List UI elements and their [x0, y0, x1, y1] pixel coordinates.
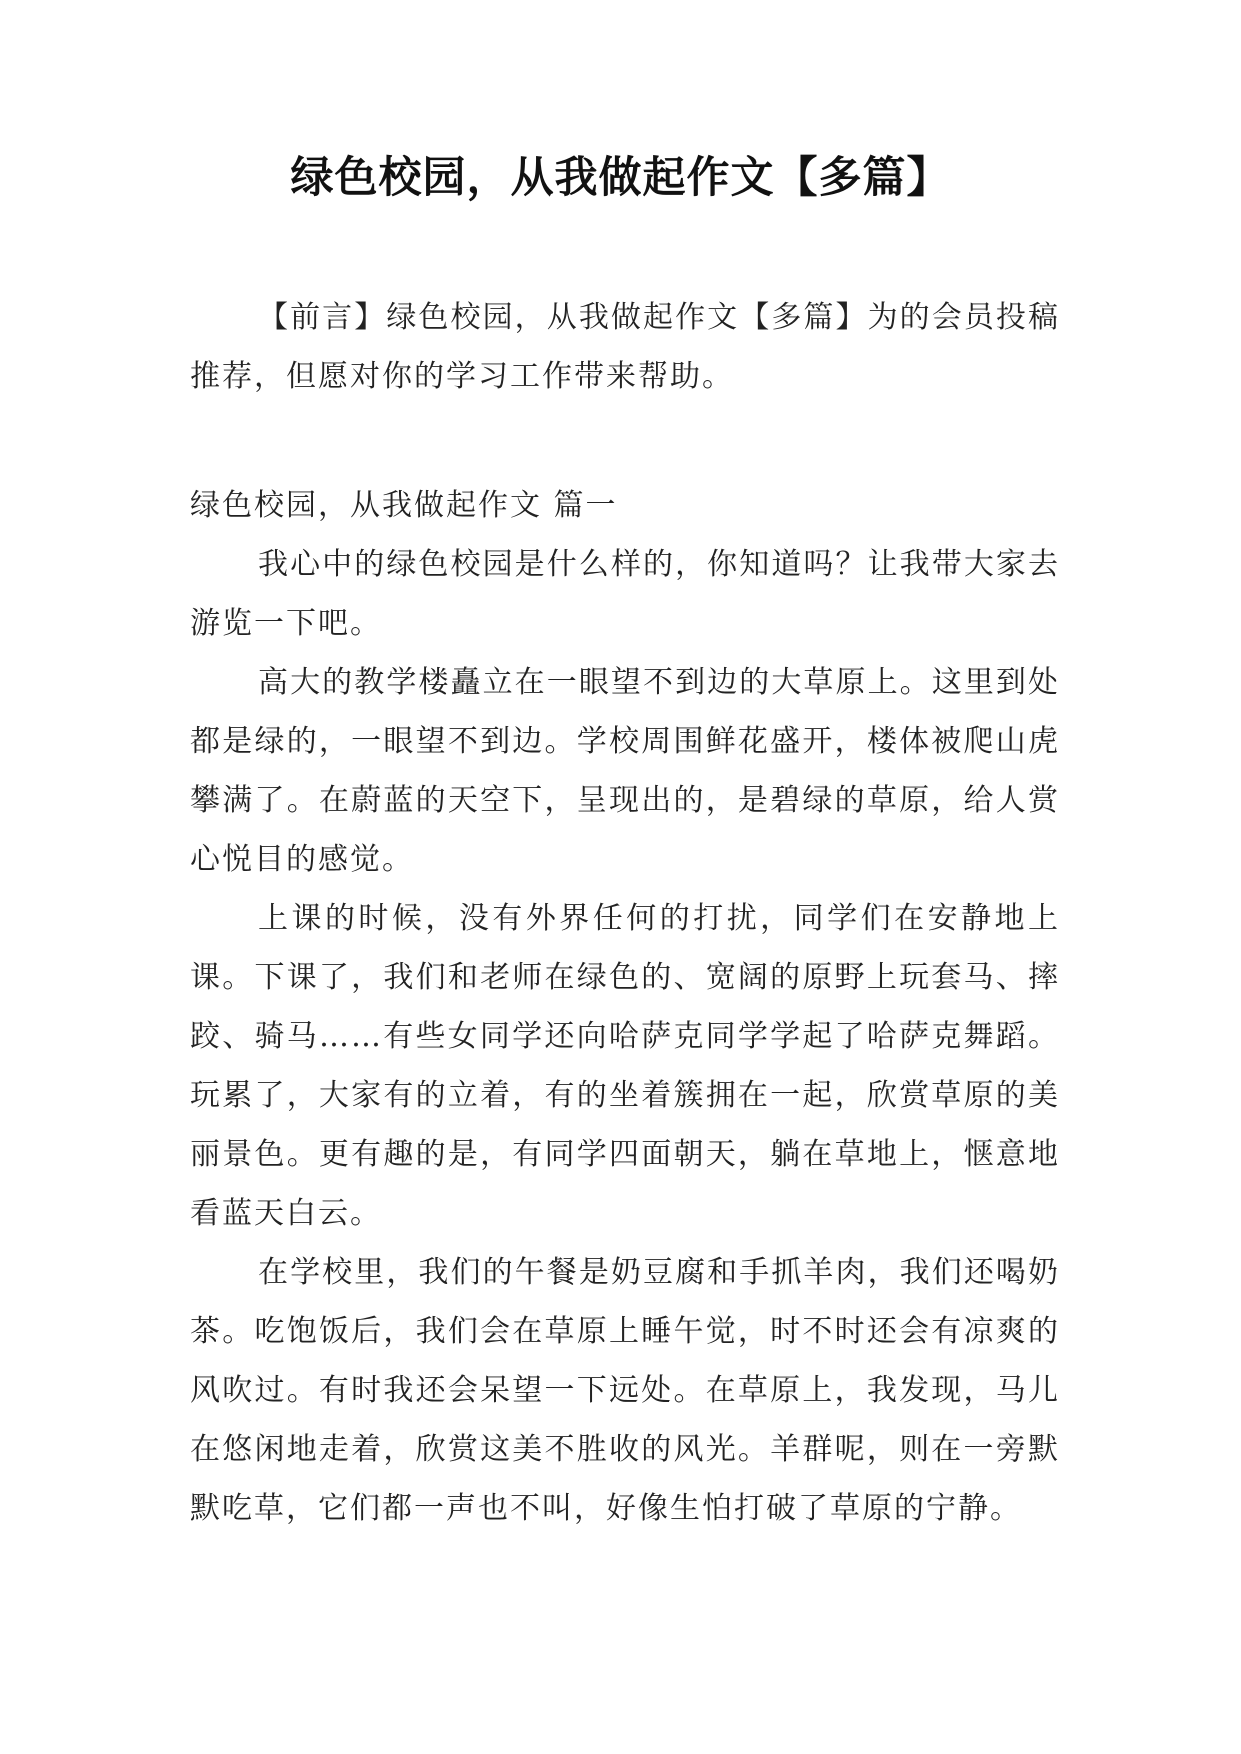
body-paragraph-3: 上课的时候，没有外界任何的打扰，同学们在安静地上课。下课了，我们和老师在绿色的、宽阔的原野上玩套马、摔跤、骑马……有些女同学还向哈萨克同学学起了哈萨克舞蹈。玩累了，大家有的立着，有的坐着簇拥在一起，欣赏草原的美丽景色。更有趣的是，有同学四面朝天，躺在草地上，惬意地看蓝天白云。 [190, 901, 1060, 1231]
body-paragraph-4: 在学校里，我们的午餐是奶豆腐和手抓羊肉，我们还喝奶茶。吃饱饭后，我们会在草原上睡午觉，时不时还会有凉爽的风吹过。有时我还会呆望一下远处。在草原上，我发现，马儿在悠闲地走着，欣赏这美不胜收的风光。羊群呢，则在一旁默默吃草，它们都一声也不叫，好像生怕打破了草原的宁静。 [190, 1255, 1060, 1526]
preface-paragraph: 【前言】绿色校园，从我做起作文【多篇】为的会员投稿推荐，但愿对你的学习工作带来帮助。 [190, 300, 1060, 394]
body-paragraph-2: 高大的教学楼矗立在一眼望不到边的大草原上。这里到处都是绿的，一眼望不到边。学校周围鲜花盛开，楼体被爬山虎攀满了。在蔚蓝的天空下，呈现出的，是碧绿的草原，给人赏心悦目的感觉。 [190, 665, 1060, 877]
section-heading: 绿色校园，从我做起作文 篇一 [190, 488, 618, 523]
body-paragraph-1: 我心中的绿色校园是什么样的，你知道吗？让我带大家去游览一下吧。 [190, 547, 1060, 641]
document-title: 绿色校园，从我做起作文【多篇】 [290, 153, 951, 203]
document-body [190, 288, 1060, 1538]
